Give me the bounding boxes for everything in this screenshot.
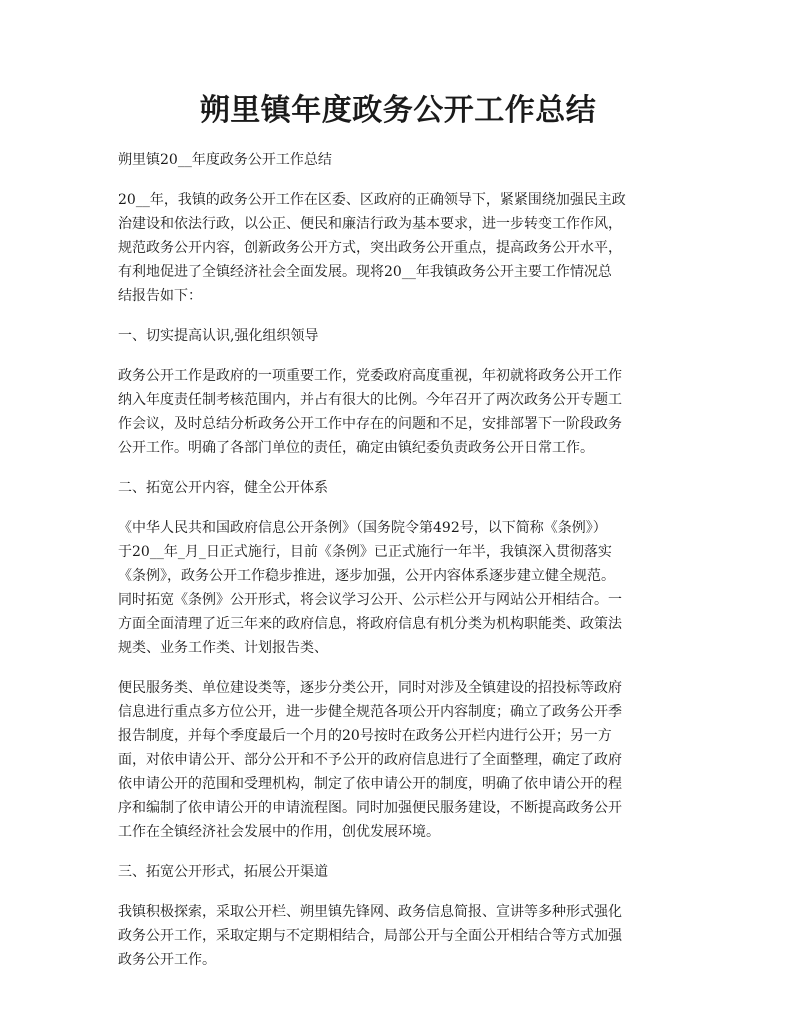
text-line: 规类、业务工作类、计划报告类、 (118, 640, 328, 656)
text-line: 有利地促进了全镇经济社会全面发展。现将20__年我镇政务公开主要工作情况总 (118, 264, 612, 280)
text-line: 方面全面清理了近三年来的政府信息，将政府信息有机分类为机构职能类、政策法 (118, 616, 622, 632)
text-line: 规范政务公开内容，创新政务公开方式，突出政务公开重点，提高政务公开水平， (118, 240, 622, 256)
text-line: 《条例》，政务公开工作稳步推进，逐步加强，公开内容体系逐步建立健全规范。 (118, 568, 615, 584)
text-line: 公开工作。明确了各部门单位的责任，确定由镇纪委负责政务公开日常工作。 (118, 440, 594, 456)
paragraph-intro (118, 188, 680, 308)
text-line: 于20__年_月_日正式施行，目前《条例》已正式施行一年半，我镇深入贯彻落实 (118, 544, 612, 560)
text-line: 序和编制了依申请公开的申请流程图。同时加强便民服务建设，不断提高政务公开 (118, 800, 622, 816)
heading-text: 一、切实提高认识,强化组织领导 (118, 328, 319, 344)
text-line: 结报告如下： (118, 288, 202, 304)
text-line: 工作在全镇经济社会发展中的作用，创优发展环境。 (118, 824, 440, 840)
section-heading-3 (118, 860, 680, 884)
text-line: 依申请公开的范围和受理机构，制定了依申请公开的制度，明确了依申请公开的程 (118, 776, 622, 792)
text-line: 信息进行重点多方位公开，进一步健全规范各项公开内容制度；确立了政务公开季 (118, 704, 622, 720)
paragraph-section-2b (118, 676, 680, 844)
text-line: 我镇积极探索，采取公开栏、朔里镇先锋网、政务信息简报、宣讲等多种形式强化 (118, 904, 622, 920)
paragraph-section-1 (118, 364, 680, 460)
document-subtitle (118, 148, 680, 172)
section-heading-2 (118, 476, 680, 500)
text-line: 面，对依申请公开、部分公开和不予公开的政府信息进行了全面整理，确定了政府 (118, 752, 622, 768)
text-line: 政务公开工作。 (118, 952, 216, 968)
text-line: 纳入年度责任制考核范围内，并占有很大的比例。今年召开了两次政务公开专题工 (118, 392, 622, 408)
document-body (118, 148, 680, 988)
paragraph-section-2a (118, 516, 680, 660)
text-line: 政务公开工作是政府的一项重要工作，党委政府高度重视，年初就将政务公开工作 (118, 368, 622, 384)
paragraph-section-3 (118, 900, 680, 972)
text-line: 治建设和依法行政，以公正、便民和廉洁行政为基本要求，进一步转变工作作风， (118, 216, 622, 232)
section-heading-1 (118, 324, 680, 348)
text-line: 便民服务类、单位建设类等，逐步分类公开，同时对涉及全镇建设的招投标等政府 (118, 680, 622, 696)
text-line: 《中华人民共和国政府信息公开条例》（国务院令第492号，以下简称《条例》） (118, 520, 607, 536)
heading-text: 三、拓宽公开形式，拓展公开渠道 (118, 864, 328, 880)
text-line: 20__年，我镇的政务公开工作在区委、区政府的正确领导下，紧紧围绕加强民主政 (118, 192, 626, 208)
text-line: 政务公开工作，采取定期与不定期相结合，局部公开与全面公开相结合等方式加强 (118, 928, 622, 944)
text-line: 朔里镇20__年度政务公开工作总结 (118, 152, 332, 168)
text-line: 报告制度，并每个季度最后一个月的20号按时在政务公开栏内进行公开；另一方 (118, 728, 612, 744)
text-line: 同时拓宽《条例》公开形式，将会议学习公开、公示栏公开与网站公开相结合。一 (118, 592, 622, 608)
document-title: 朔里镇年度政务公开工作总结 (199, 93, 597, 128)
text-line: 作会议，及时总结分析政务公开工作中存在的问题和不足，安排部署下一阶段政务 (118, 416, 622, 432)
heading-text: 二、拓宽公开内容，健全公开体系 (118, 480, 328, 496)
